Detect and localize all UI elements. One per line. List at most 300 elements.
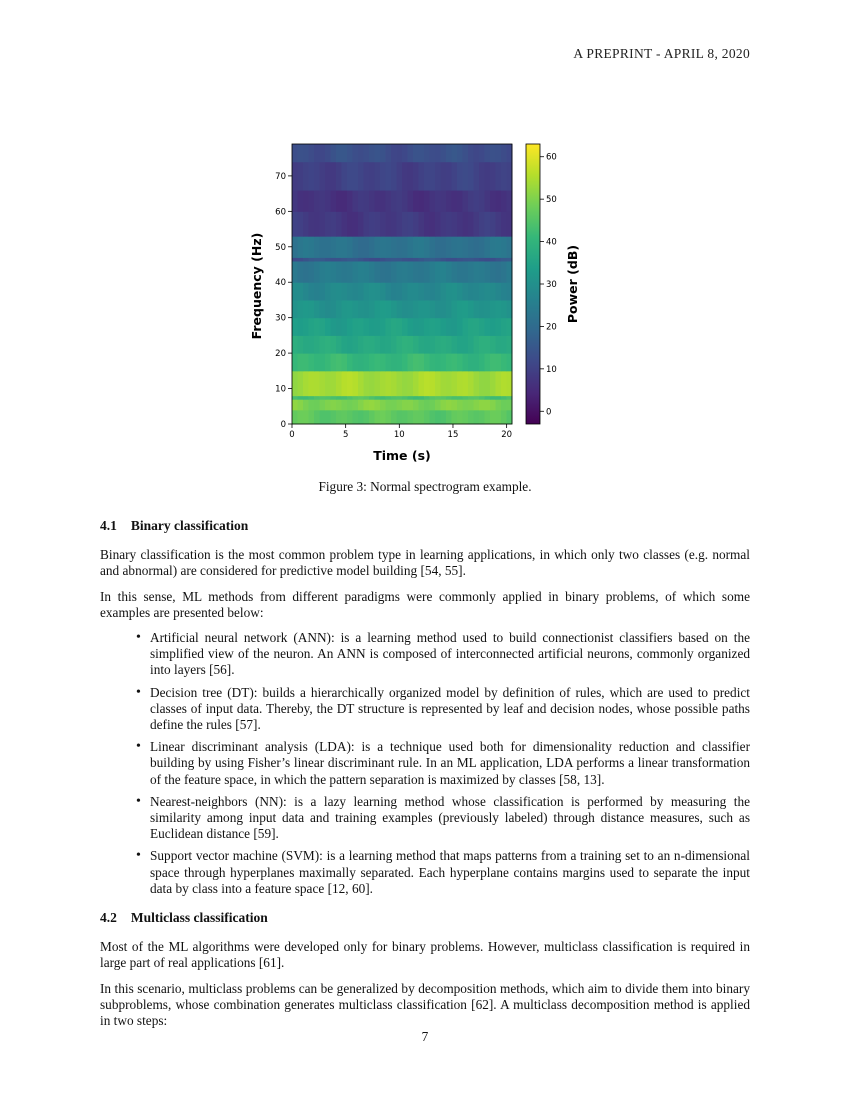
heatmap-cell [485, 318, 491, 336]
heatmap-cell [424, 257, 430, 261]
heatmap-cell [457, 162, 463, 191]
heatmap-cell [375, 257, 381, 261]
heatmap-cell [342, 211, 348, 236]
heatmap-cell [402, 236, 408, 258]
heatmap-cell [485, 257, 491, 261]
heatmap-cell [331, 282, 337, 300]
heatmap-cell [331, 162, 337, 191]
heatmap-cell [331, 318, 337, 336]
heatmap-cell [402, 282, 408, 300]
heatmap-cell [463, 282, 469, 300]
heatmap-cell [479, 335, 485, 353]
heatmap-cell [380, 190, 386, 212]
heatmap-cell [485, 282, 491, 300]
heatmap-cell [479, 396, 485, 400]
heatmap-cell [397, 353, 403, 371]
heatmap-cell [336, 282, 342, 300]
heatmap-cell [419, 144, 425, 162]
heatmap-cell [369, 371, 375, 396]
heatmap-cell [479, 300, 485, 318]
heatmap-cell [303, 353, 309, 371]
heatmap-cell [391, 300, 397, 318]
heatmap-cell [485, 410, 491, 425]
heatmap-cell [336, 399, 342, 410]
heatmap-cell [369, 353, 375, 371]
heatmap-cell [468, 144, 474, 162]
heatmap-cell [490, 410, 496, 425]
heatmap-cell [496, 162, 502, 191]
heatmap-cell [501, 211, 507, 236]
x-tick-label: 0 [289, 430, 295, 440]
heatmap-cell [408, 410, 414, 425]
colorbar-label: Power (dB) [565, 244, 580, 324]
heatmap-cell [501, 335, 507, 353]
heatmap-cell [446, 399, 452, 410]
heatmap-cell [364, 410, 370, 425]
heatmap-cell [402, 211, 408, 236]
heatmap-cell [468, 190, 474, 212]
heatmap-cell [435, 335, 441, 353]
heatmap-cell [386, 261, 392, 283]
heatmap-cell [402, 371, 408, 396]
heatmap-cell [419, 353, 425, 371]
heatmap-cell [342, 335, 348, 353]
heatmap-cell [402, 410, 408, 425]
colorbar [526, 144, 557, 424]
heatmap-cell [413, 236, 419, 258]
heatmap-cell [358, 211, 364, 236]
heatmap-cell [386, 396, 392, 400]
heatmap-cell [298, 396, 304, 400]
heatmap-cell [364, 236, 370, 258]
figure-spectrogram [0, 0, 850, 480]
heatmap-cell [419, 300, 425, 318]
heatmap-cell [457, 236, 463, 258]
heatmap-cell [292, 396, 298, 400]
heatmap-cell [441, 353, 447, 371]
heatmap-cell [424, 410, 430, 425]
heatmap-cell [474, 257, 480, 261]
heatmap-cell [435, 353, 441, 371]
heatmap-cell [380, 144, 386, 162]
heatmap-cell [463, 353, 469, 371]
heatmap-cell [479, 318, 485, 336]
heatmap-cell [380, 236, 386, 258]
heatmap-cell [358, 236, 364, 258]
heatmap-cell [413, 257, 419, 261]
heatmap-cell [342, 282, 348, 300]
heatmap-cell [375, 300, 381, 318]
heatmap-cell [336, 144, 342, 162]
heatmap-cell [496, 396, 502, 400]
list-item: • Decision tree (DT): builds a hierarchically organized model by definition of rules, which are used to predict classes of input data. Thereby, the DT structure is represented by leaf and decision nodes, whose possible paths define the rules [57]. [150, 685, 750, 734]
heatmap-cell [474, 190, 480, 212]
heatmap-cell [413, 300, 419, 318]
heatmap-cell [292, 282, 298, 300]
heatmap-cell [298, 211, 304, 236]
heatmap-cell [342, 261, 348, 283]
heatmap-cell [452, 257, 458, 261]
heatmap-cell [479, 371, 485, 396]
heatmap-cell [358, 257, 364, 261]
heatmap-cell [441, 190, 447, 212]
heatmap-cell [364, 211, 370, 236]
heatmap-cell [479, 236, 485, 258]
heatmap-cell [375, 396, 381, 400]
heatmap-cell [309, 236, 315, 258]
list-item: • Nearest-neighbors (NN): is a lazy learning method whose classification is performed by measuring the similarity among input data and training examples (previously labeled) through distance measures, such as Euclidean distance [59]. [150, 794, 750, 843]
heatmap-cell [430, 399, 436, 410]
heatmap-cell [391, 144, 397, 162]
heatmap-cell [303, 410, 309, 425]
heatmap-cell [391, 371, 397, 396]
heatmap-cell [474, 410, 480, 425]
heatmap-cell [292, 211, 298, 236]
heatmap-cell [386, 211, 392, 236]
heatmap-cell [347, 399, 353, 410]
heatmap-cell [479, 353, 485, 371]
heatmap-cell [413, 261, 419, 283]
heatmap-cell [298, 371, 304, 396]
heatmap-cell [353, 190, 359, 212]
heatmap-cell [292, 190, 298, 212]
heatmap-cell [347, 318, 353, 336]
heatmap-cell [419, 190, 425, 212]
heatmap-cell [369, 190, 375, 212]
heatmap-cell [347, 396, 353, 400]
heatmap-cell [303, 144, 309, 162]
heatmap-cell [364, 399, 370, 410]
heatmap-cell [303, 282, 309, 300]
section-number: 4.2 [100, 910, 117, 926]
heatmap-cell [485, 144, 491, 162]
heatmap-cell [375, 353, 381, 371]
heatmap-cell [446, 190, 452, 212]
heatmap-cell [419, 318, 425, 336]
heatmap-cell [386, 236, 392, 258]
heatmap-cell [380, 162, 386, 191]
heatmap-cell [496, 257, 502, 261]
heatmap-cell [463, 318, 469, 336]
heatmap-cell [303, 190, 309, 212]
heatmap-cell [468, 261, 474, 283]
heatmap-cell [397, 257, 403, 261]
heatmap-cell [353, 300, 359, 318]
heatmap-cell [408, 353, 414, 371]
heatmap-cell [452, 211, 458, 236]
heatmap-cell [369, 144, 375, 162]
list-item: • Linear discriminant analysis (LDA): is a technique used both for dimensionality reduction and classifier building by using Fisher’s linear discriminant rule. In an ML application, LDA performs a linear transformation of the feature space, in which the pattern separation is maximized by classes [58, 13]. [150, 739, 750, 788]
heatmap-cell [435, 396, 441, 400]
heatmap-cell [474, 162, 480, 191]
heatmap-cell [424, 335, 430, 353]
section-number: 4.1 [100, 518, 117, 533]
heatmap-cell [435, 399, 441, 410]
heatmap-cell [457, 282, 463, 300]
heatmap-cell [435, 300, 441, 318]
paragraph: In this scenario, multiclass problems can be generalized by decomposition methods, which aim to divide them into binary subproblems, whose combination generates multiclass classification [62]. A multiclass decomposition method is applied in two steps: [100, 980, 750, 1029]
heatmap-cell [358, 144, 364, 162]
heatmap-cell [457, 353, 463, 371]
heatmap-cell [292, 236, 298, 258]
heatmap-cell [298, 236, 304, 258]
heatmap-cell [331, 211, 337, 236]
heatmap-cell [452, 396, 458, 400]
heatmap-cell [320, 300, 326, 318]
heatmap-cell [479, 282, 485, 300]
heatmap-cell [424, 371, 430, 396]
heatmap-cell [375, 162, 381, 191]
heatmap-cell [446, 353, 452, 371]
paragraph: Most of the ML algorithms were developed only for binary problems. However, multiclass classification is required in large part of real applications [61]. [100, 939, 750, 971]
heatmap-cell [369, 236, 375, 258]
heatmap-cell [386, 300, 392, 318]
heatmap-cell [314, 162, 320, 191]
heatmap-cell [501, 410, 507, 425]
heatmap-cell [380, 211, 386, 236]
heatmap-cell [424, 396, 430, 400]
heatmap-cell [331, 399, 337, 410]
heatmap-cell [320, 162, 326, 191]
heatmap-cell [468, 335, 474, 353]
heatmap-cell [435, 371, 441, 396]
heatmap-cell [441, 396, 447, 400]
heatmap-cell [474, 318, 480, 336]
heatmap-cell [452, 371, 458, 396]
heatmap-cell [441, 335, 447, 353]
heatmap-cell [457, 410, 463, 425]
heatmap-cell [463, 190, 469, 212]
heatmap-cell [446, 282, 452, 300]
heatmap-cell [292, 353, 298, 371]
heatmap-cell [419, 211, 425, 236]
colorbar-tick-label: 10 [546, 364, 557, 375]
heatmap-cell [490, 261, 496, 283]
heatmap-cell [369, 410, 375, 425]
heatmap-cell [424, 261, 430, 283]
heatmap-cell [496, 353, 502, 371]
heatmap-cell [479, 410, 485, 425]
heatmap-cell [320, 410, 326, 425]
heatmap-cell [435, 162, 441, 191]
heatmap-cell [468, 300, 474, 318]
heatmap-cell [358, 396, 364, 400]
heatmap-cell [386, 282, 392, 300]
heatmap-cell [298, 144, 304, 162]
heatmap-cell [490, 335, 496, 353]
heatmap-cell [391, 257, 397, 261]
heatmap-cell [325, 190, 331, 212]
heatmap-cell [419, 335, 425, 353]
heatmap-cell [353, 371, 359, 396]
heatmap-cell [353, 396, 359, 400]
heatmap-cell [457, 318, 463, 336]
heatmap-cell [331, 144, 337, 162]
heatmap-cell [419, 282, 425, 300]
heatmap-cell [380, 399, 386, 410]
heatmap-cell [446, 257, 452, 261]
heatmap-cell [413, 162, 419, 191]
heatmap-cell [303, 236, 309, 258]
heatmap-cell [446, 236, 452, 258]
heatmap-cell [309, 257, 315, 261]
heatmap-cell [325, 318, 331, 336]
heatmap-cell [292, 162, 298, 191]
heatmap-cell [430, 282, 436, 300]
heatmap-cell [331, 335, 337, 353]
heatmap-cell [303, 211, 309, 236]
heatmap-cell [397, 190, 403, 212]
heatmap-cell [353, 410, 359, 425]
heatmap-cell [292, 318, 298, 336]
heatmap-cell [364, 257, 370, 261]
heatmap-cell [342, 144, 348, 162]
heatmap-cell [391, 282, 397, 300]
heatmap-cell [331, 257, 337, 261]
heatmap-cell [375, 399, 381, 410]
heatmap-cell [353, 318, 359, 336]
heatmap-cell [441, 399, 447, 410]
heatmap-cell [485, 236, 491, 258]
heatmap-cell [424, 190, 430, 212]
heatmap-cell [369, 257, 375, 261]
heatmap-cell [408, 257, 414, 261]
heatmap-cell [424, 318, 430, 336]
heatmap-cell [468, 211, 474, 236]
heatmap-cell [402, 399, 408, 410]
heatmap-cell [430, 396, 436, 400]
heatmap-cell [292, 399, 298, 410]
heatmap-cell [479, 399, 485, 410]
heatmap-cell [336, 353, 342, 371]
heatmap-cell [419, 257, 425, 261]
heatmap-cell [441, 211, 447, 236]
heatmap-cell [342, 190, 348, 212]
heatmap-cell [347, 211, 353, 236]
heatmap-cells [292, 144, 513, 425]
heatmap-cell [325, 162, 331, 191]
heatmap-cell [474, 236, 480, 258]
heatmap-cell [342, 257, 348, 261]
heatmap-cell [402, 162, 408, 191]
heatmap-cell [457, 371, 463, 396]
heatmap-cell [468, 282, 474, 300]
heatmap-cell [375, 282, 381, 300]
heatmap-cell [485, 190, 491, 212]
heatmap-cell [496, 410, 502, 425]
methods-list [100, 630, 750, 897]
heatmap-cell [397, 318, 403, 336]
heatmap-cell [342, 399, 348, 410]
heatmap-cell [375, 236, 381, 258]
heatmap-cell [496, 318, 502, 336]
heatmap-cell [320, 257, 326, 261]
heatmap-cell [430, 353, 436, 371]
x-tick-label: 5 [342, 430, 349, 440]
heatmap-cell [397, 399, 403, 410]
heatmap-cell [452, 282, 458, 300]
heatmap-cell [375, 190, 381, 212]
y-tick-label: 60 [275, 207, 286, 218]
heatmap-cell [314, 396, 320, 400]
heatmap-cell [380, 300, 386, 318]
heatmap-cell [501, 399, 507, 410]
heatmap-cell [408, 261, 414, 283]
heatmap-cell [353, 353, 359, 371]
heatmap-cell [485, 211, 491, 236]
heatmap-cell [501, 144, 507, 162]
heatmap-cell [358, 353, 364, 371]
heatmap-cell [413, 211, 419, 236]
heatmap-cell [386, 399, 392, 410]
heatmap-cell [496, 190, 502, 212]
heatmap-cell [325, 261, 331, 283]
y-tick-label: 20 [275, 349, 286, 360]
heatmap-cell [501, 162, 507, 191]
heatmap-cell [446, 371, 452, 396]
heatmap-cell [325, 353, 331, 371]
heatmap-cell [342, 353, 348, 371]
heatmap-cell [413, 318, 419, 336]
heatmap-cell [292, 410, 298, 425]
heatmap-cell [446, 300, 452, 318]
heatmap-cell [342, 410, 348, 425]
heatmap-cell [485, 261, 491, 283]
heatmap-cell [452, 318, 458, 336]
heatmap-cell [369, 396, 375, 400]
heatmap-cell [397, 261, 403, 283]
heatmap-cell [468, 318, 474, 336]
heatmap-cell [419, 399, 425, 410]
heatmap-cell [314, 318, 320, 336]
heatmap-cell [347, 371, 353, 396]
heatmap-cell [314, 261, 320, 283]
heatmap-cell [441, 300, 447, 318]
heatmap-cell [479, 211, 485, 236]
heatmap-cell [485, 335, 491, 353]
heatmap-cell [424, 162, 430, 191]
heatmap-cell [331, 353, 337, 371]
heatmap-cell [347, 257, 353, 261]
heatmap-cell [402, 335, 408, 353]
heatmap-cell [331, 300, 337, 318]
heatmap-cell [424, 399, 430, 410]
colorbar-tick-label: 40 [546, 237, 557, 248]
heatmap-cell [468, 236, 474, 258]
heatmap-cell [441, 236, 447, 258]
heatmap-cell [336, 162, 342, 191]
heatmap-cell [485, 396, 491, 400]
heatmap-cell [314, 190, 320, 212]
heatmap-cell [331, 410, 337, 425]
heatmap-cell [490, 282, 496, 300]
heatmap-cell [413, 399, 419, 410]
heatmap-cell [325, 144, 331, 162]
heatmap-cell [386, 162, 392, 191]
heatmap-cell [430, 144, 436, 162]
heatmap-cell [336, 318, 342, 336]
heatmap-cell [391, 190, 397, 212]
heatmap-cell [485, 162, 491, 191]
heatmap-cell [424, 282, 430, 300]
heatmap-cell [325, 211, 331, 236]
heatmap-cell [369, 282, 375, 300]
heatmap-cell [474, 144, 480, 162]
heatmap-cell [347, 236, 353, 258]
section-title: Multiclass classification [130, 910, 268, 926]
heatmap-cell [397, 236, 403, 258]
heatmap-cell [430, 162, 436, 191]
